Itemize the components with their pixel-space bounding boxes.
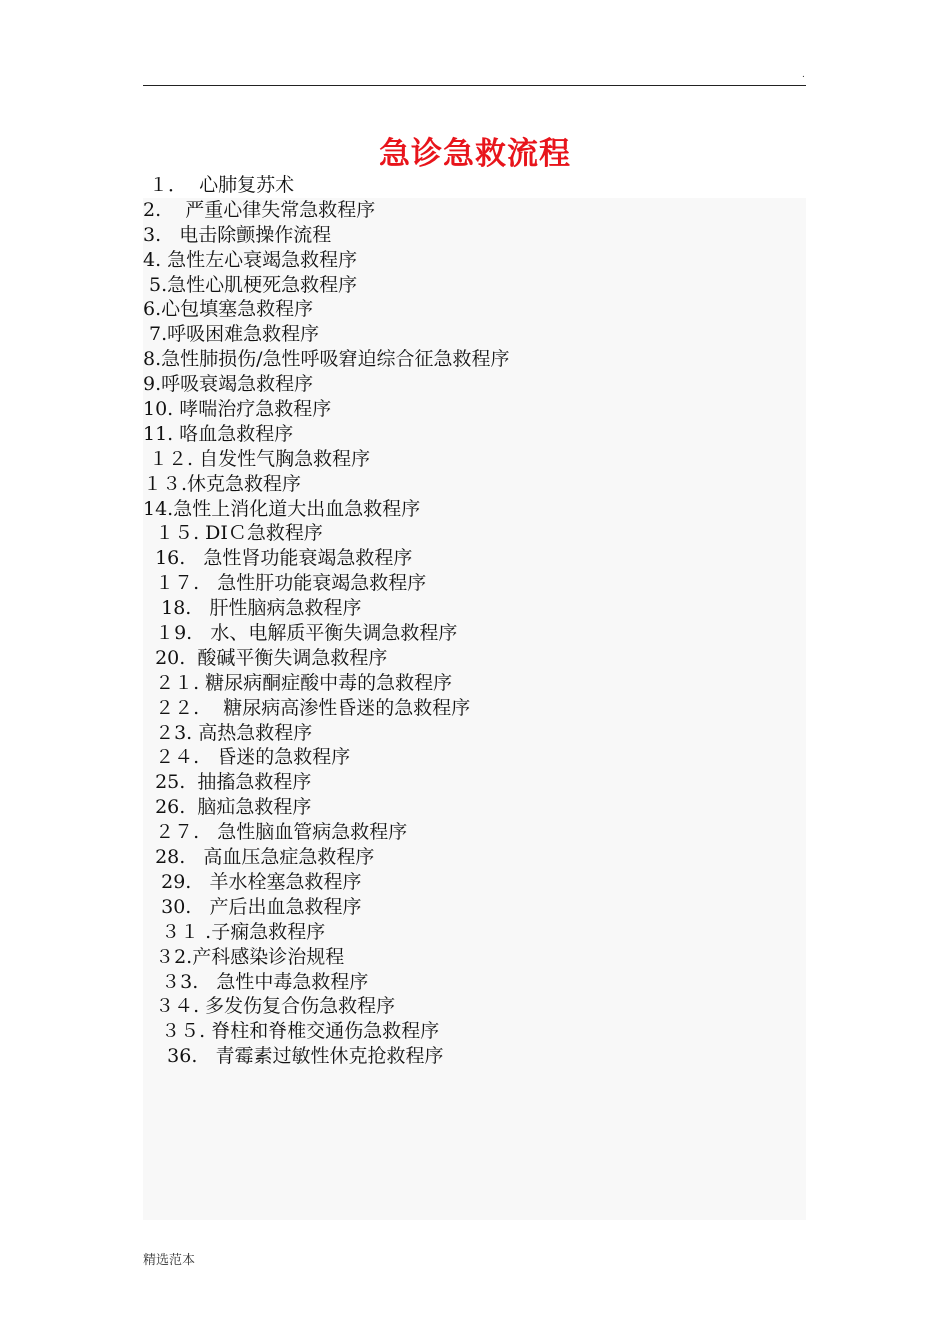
list-item: ２１. 糖尿病酮症酸中毒的急救程序 bbox=[143, 671, 453, 694]
list-item: 16. 急性肾功能衰竭急救程序 bbox=[143, 547, 413, 570]
list-item: 28. 高血压急症急救程序 bbox=[143, 846, 375, 869]
list-item: 4. 急性左心衰竭急救程序 bbox=[143, 248, 358, 271]
list-item: ３2.产科感染诊治规程 bbox=[143, 945, 345, 968]
list-item: 25. 抽搐急救程序 bbox=[143, 771, 312, 794]
list-item: ３４. 多发伤复合伤急救程序 bbox=[143, 995, 396, 1018]
list-item: １７. 急性肝功能衰竭急救程序 bbox=[143, 572, 427, 595]
list-item: 20. 酸碱平衡失调急救程序 bbox=[143, 646, 388, 669]
list-item: 5.急性心肌梗死急救程序 bbox=[143, 273, 358, 296]
list-item: 14.急性上消化道大出血急救程序 bbox=[143, 497, 421, 520]
list-item: 3. 电击除颤操作流程 bbox=[143, 223, 332, 246]
list-item: 18. 肝性脑病急救程序 bbox=[143, 597, 362, 620]
list-item: ２3. 高热急救程序 bbox=[143, 721, 313, 744]
list-item: 6.心包填塞急救程序 bbox=[143, 298, 314, 321]
footer-text: 精选范本 bbox=[143, 1253, 196, 1268]
list-item: 7.呼吸困难急救程序 bbox=[143, 323, 320, 346]
list-item: 30. 产后出血急救程序 bbox=[143, 895, 362, 918]
list-item: １9. 水、电解质平衡失调急救程序 bbox=[143, 622, 458, 645]
list-item: １３.休克急救程序 bbox=[143, 472, 302, 495]
list-item: １２. 自发性气胸急救程序 bbox=[143, 447, 371, 470]
list-item: 10. 哮喘治疗急救程序 bbox=[143, 398, 332, 421]
list-item: 29. 羊水栓塞急救程序 bbox=[143, 870, 362, 893]
list-item: １５. DIＣ急救程序 bbox=[143, 522, 323, 545]
list-item: ２４. 昏迷的急救程序 bbox=[143, 746, 351, 769]
list-item: 11. 咯血急救程序 bbox=[143, 422, 294, 445]
list-item: ３５. 脊柱和脊椎交通伤急救程序 bbox=[143, 1020, 440, 1043]
list-item: ３１ .子痫急救程序 bbox=[143, 920, 326, 943]
header-rule bbox=[143, 85, 806, 86]
list-item: 36. 青霉素过敏性休克抢救程序 bbox=[143, 1045, 444, 1068]
list-item: １． 心肺复苏术 bbox=[143, 174, 295, 196]
list-item: 26. 脑疝急救程序 bbox=[143, 796, 312, 819]
list-item: ２２. 糖尿病高渗性昏迷的急救程序 bbox=[143, 696, 471, 719]
page-title: 急诊急救流程 bbox=[379, 136, 571, 172]
list-item: ３3. 急性中毒急救程序 bbox=[143, 970, 369, 993]
list-item: 2. 严重心律失常急救程序 bbox=[143, 198, 376, 221]
header-dot: . bbox=[802, 70, 805, 80]
list-item: 8.急性肺损伤/急性呼吸窘迫综合征急救程序 bbox=[143, 348, 510, 371]
list-item: 9.呼吸衰竭急救程序 bbox=[143, 373, 314, 396]
procedure-list bbox=[143, 173, 806, 1069]
list-item: ２７. 急性脑血管病急救程序 bbox=[143, 821, 408, 844]
